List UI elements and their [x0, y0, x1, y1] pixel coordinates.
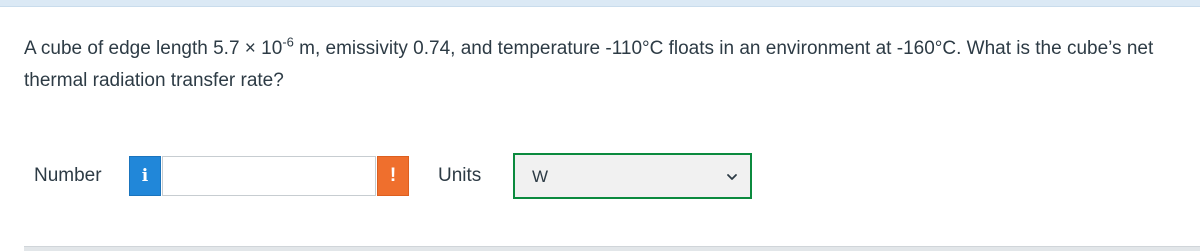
question-text: [24, 33, 1184, 97]
info-icon[interactable]: i: [129, 156, 161, 196]
chevron-down-icon: [726, 171, 738, 183]
question-exponent: -6: [282, 34, 294, 50]
units-label: Units: [438, 165, 482, 186]
number-label: Number: [34, 165, 102, 186]
question-text-after: m, emissivity 0.74, and temperature -110°C floats in an environment at -160°C. What is the cube’s net thermal radiation transfer rate?: [24, 38, 1154, 91]
units-selected-value: W: [532, 167, 549, 186]
exclamation-icon: !: [377, 156, 409, 196]
top-panel-border: [0, 0, 1200, 7]
number-input[interactable]: [162, 156, 376, 196]
units-select[interactable]: [513, 153, 752, 199]
question-text-before: A cube of edge length 5.7 × 10: [24, 38, 283, 59]
bottom-divider: [24, 246, 1200, 251]
